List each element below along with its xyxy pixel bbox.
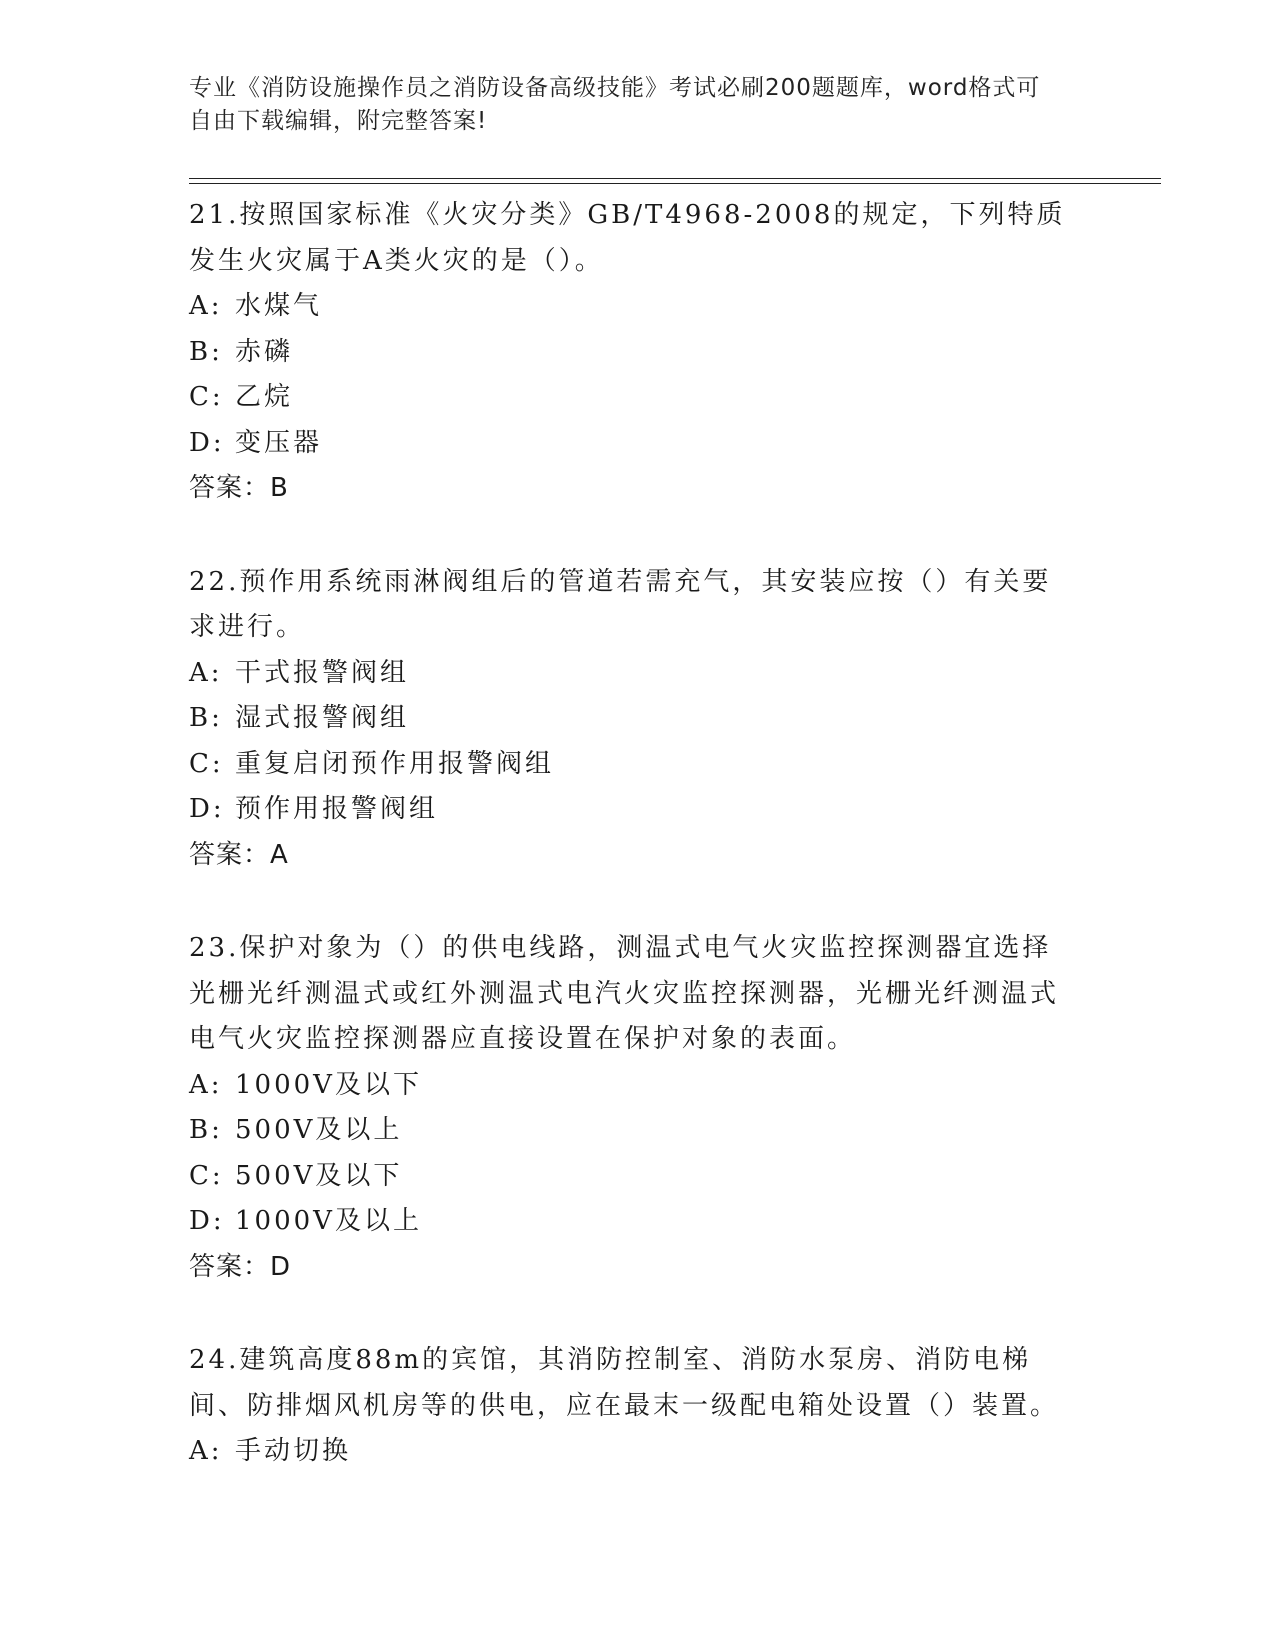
- option-d: [189, 1199, 1079, 1245]
- question-22: [189, 560, 1079, 879]
- option-b: [189, 696, 1079, 742]
- header-divider-thin: [189, 178, 1161, 179]
- option-a: [189, 1063, 1079, 1109]
- question-stem: 24.建筑高度88m的宾馆，其消防控制室、消防水泵房、消防电梯间、防排烟风机房等的供电，应在最末一级配电箱处设置（）装置。: [189, 1345, 1060, 1421]
- option-letter: D:: [189, 794, 225, 824]
- option-letter: A:: [189, 1436, 223, 1466]
- option-text: 赤磷: [235, 336, 294, 367]
- question-stem: 23.保护对象为（）的供电线路，测温式电气火灾监控探测器宜选择光栅光纤测温式或红外测温式电汽火灾监控探测器，光栅光纤测温式电气火灾监控探测器应直接设置在保护对象的表面。: [189, 933, 1060, 1054]
- option-letter: B:: [189, 1115, 223, 1145]
- question-21: [189, 193, 1079, 512]
- option-letter: B:: [189, 703, 223, 733]
- option-text: 重复启闭预作用报警阀组: [235, 748, 555, 779]
- question-23: [189, 926, 1079, 1290]
- option-letter: A:: [189, 291, 223, 321]
- option-a: [189, 284, 1079, 330]
- option-b: [189, 1108, 1079, 1154]
- option-c: [189, 1154, 1079, 1200]
- option-letter: B:: [189, 336, 223, 367]
- option-text: 水煤气: [235, 291, 323, 321]
- answer-line: 答案：A: [189, 839, 289, 870]
- option-text: 变压器: [235, 427, 323, 458]
- option-a: [189, 1429, 1079, 1475]
- option-c: [189, 375, 1079, 421]
- option-letter: D:: [189, 1206, 225, 1236]
- option-text: 手动切换: [235, 1436, 352, 1466]
- option-text: 乙烷: [235, 382, 294, 412]
- option-text: 1000V及以下: [235, 1069, 422, 1100]
- option-text: 预作用报警阀组: [235, 794, 439, 824]
- option-text: 500V及以下: [235, 1160, 403, 1191]
- option-text: 湿式报警阀组: [235, 703, 410, 733]
- option-letter: D:: [189, 427, 225, 458]
- question-stem: 22.预作用系统雨淋阀组后的管道若需充气，其安装应按（）有关要求进行。: [189, 566, 1052, 642]
- option-d: [189, 787, 1079, 833]
- option-letter: A:: [189, 657, 223, 688]
- header-line-1: 专业《消防设施操作员之消防设备高级技能》考试必刷200题题库，word格式可: [189, 75, 1041, 101]
- answer-line: 答案：D: [189, 1251, 292, 1282]
- option-letter: A:: [189, 1069, 223, 1100]
- option-letter: C:: [189, 382, 224, 412]
- option-c: [189, 742, 1079, 788]
- header-divider-thick: [189, 183, 1161, 184]
- question-stem: 21.按照国家标准《火灾分类》GB/T4968-2008的规定，下列特质发生火灾属于A类火灾的是（）。: [189, 200, 1066, 276]
- option-text: 500V及以上: [235, 1115, 403, 1145]
- header-line-2: 自由下载编辑，附完整答案!: [189, 108, 488, 134]
- option-text: 干式报警阀组: [235, 657, 410, 688]
- question-24: [189, 1338, 1079, 1475]
- option-letter: C:: [189, 748, 224, 779]
- option-a: [189, 651, 1079, 697]
- option-text: 1000V及以上: [235, 1206, 422, 1236]
- answer-line: 答案：B: [189, 473, 289, 503]
- option-d: [189, 421, 1079, 467]
- option-letter: C:: [189, 1160, 224, 1191]
- question-list: [189, 193, 1079, 1475]
- document-header: [189, 72, 1069, 138]
- option-b: [189, 330, 1079, 376]
